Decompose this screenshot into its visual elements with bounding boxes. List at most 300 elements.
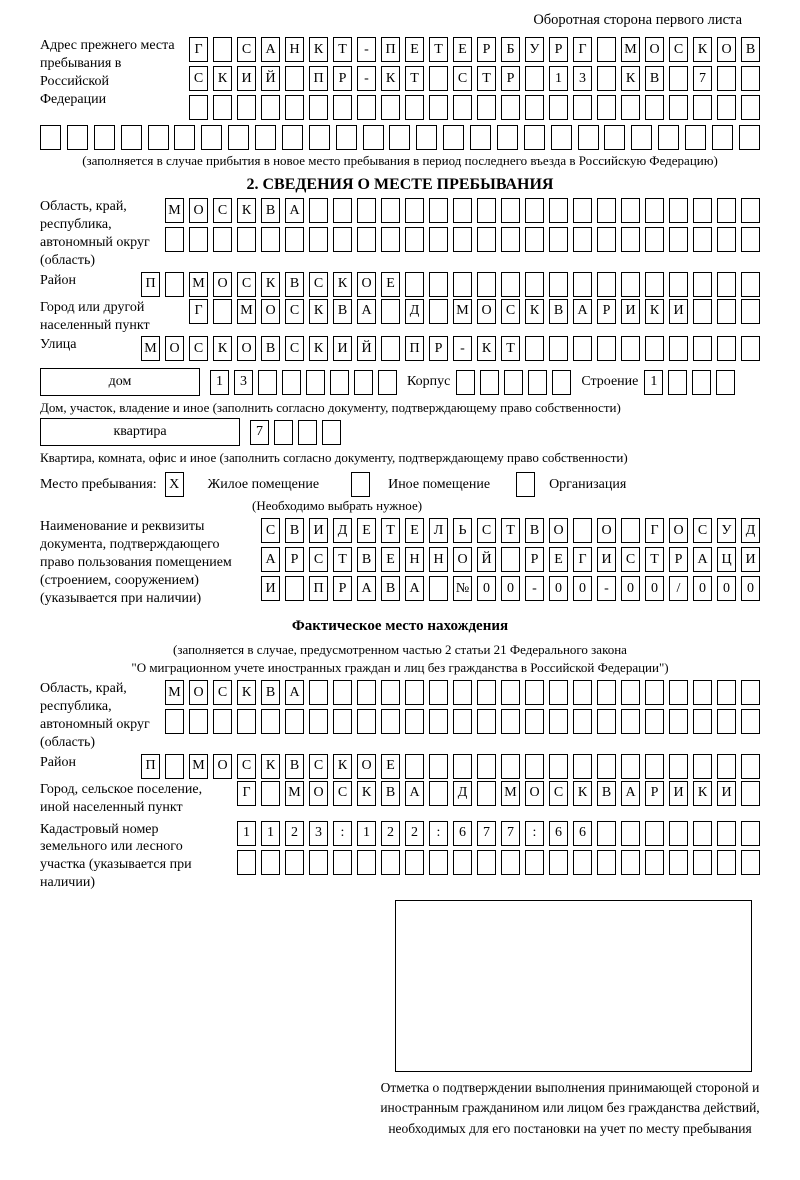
char-box xyxy=(645,754,664,779)
char-box xyxy=(228,125,249,150)
char-box xyxy=(693,95,712,120)
char-box: О xyxy=(213,272,232,297)
char-box xyxy=(645,227,664,252)
char-box: В xyxy=(645,66,664,91)
char-box xyxy=(716,370,735,395)
char-box xyxy=(549,95,568,120)
char-box xyxy=(429,95,448,120)
char-box xyxy=(189,95,208,120)
dom-caption: Дом, участок, владение и иное (заполнить согласно документу, подтверждающему право собственности) xyxy=(40,400,621,416)
char-box: О xyxy=(453,547,472,572)
char-box xyxy=(405,272,424,297)
char-box xyxy=(333,227,352,252)
char-box xyxy=(621,821,640,846)
char-box: О xyxy=(645,37,664,62)
char-box: О xyxy=(189,198,208,223)
char-box xyxy=(693,272,712,297)
char-box xyxy=(237,850,256,875)
char-box xyxy=(573,198,592,223)
char-box xyxy=(573,336,592,361)
raion-field xyxy=(40,272,760,297)
char-box xyxy=(453,680,472,705)
char-box: О xyxy=(357,754,376,779)
char-box: Й xyxy=(357,336,376,361)
char-box xyxy=(645,680,664,705)
char-box xyxy=(621,336,640,361)
char-box xyxy=(501,272,520,297)
char-box xyxy=(354,370,373,395)
char-box: Р xyxy=(285,547,304,572)
char-box xyxy=(578,125,599,150)
char-box: И xyxy=(597,547,616,572)
char-box xyxy=(309,95,328,120)
char-box: И xyxy=(333,336,352,361)
raion-label: Район xyxy=(40,272,76,288)
char-box xyxy=(525,198,544,223)
char-box: Р xyxy=(525,547,544,572)
char-box: С xyxy=(693,518,712,543)
char-box: К xyxy=(333,754,352,779)
char-box: С xyxy=(189,336,208,361)
oblast-line1 xyxy=(165,198,760,223)
char-box xyxy=(717,95,736,120)
char-box: Р xyxy=(597,299,616,324)
char-box xyxy=(573,95,592,120)
char-box xyxy=(597,821,616,846)
mesto-label: Место пребывания: xyxy=(40,476,157,492)
char-box xyxy=(741,336,760,361)
char-box xyxy=(363,125,384,150)
char-box xyxy=(739,125,760,150)
char-box: 6 xyxy=(573,821,592,846)
char-box: - xyxy=(525,576,544,601)
char-box: 0 xyxy=(477,576,496,601)
char-box xyxy=(525,95,544,120)
char-box xyxy=(693,227,712,252)
factual-gorod-field xyxy=(40,781,760,817)
ulitsa-field xyxy=(40,336,760,361)
char-box xyxy=(309,850,328,875)
char-box xyxy=(669,198,688,223)
char-box: О xyxy=(717,37,736,62)
char-box xyxy=(741,299,760,324)
char-box xyxy=(645,95,664,120)
char-box: В xyxy=(285,518,304,543)
char-box: Е xyxy=(453,37,472,62)
char-box: 1 xyxy=(237,821,256,846)
char-box xyxy=(255,125,276,150)
char-box: В xyxy=(261,680,280,705)
char-box: К xyxy=(525,299,544,324)
oblast-label: Область, край, республика, автономный округ (область) xyxy=(40,199,150,268)
char-box xyxy=(549,227,568,252)
char-box xyxy=(381,299,400,324)
char-box: Д xyxy=(741,518,760,543)
char-box: И xyxy=(261,576,280,601)
char-box xyxy=(285,95,304,120)
char-box xyxy=(357,227,376,252)
char-box xyxy=(741,709,760,734)
char-box xyxy=(285,576,304,601)
char-box: К xyxy=(309,37,328,62)
char-box xyxy=(621,680,640,705)
char-box xyxy=(443,125,464,150)
char-box xyxy=(213,37,232,62)
char-box xyxy=(573,680,592,705)
factual-raion-label: Район xyxy=(40,754,76,770)
char-box xyxy=(669,821,688,846)
char-box: Т xyxy=(501,518,520,543)
char-box: № xyxy=(453,576,472,601)
char-box: К xyxy=(621,66,640,91)
char-box xyxy=(552,370,571,395)
char-box xyxy=(573,272,592,297)
char-box xyxy=(645,850,664,875)
char-box xyxy=(94,125,115,150)
char-box: В xyxy=(285,754,304,779)
char-box xyxy=(148,125,169,150)
char-box xyxy=(165,272,184,297)
char-box: С xyxy=(213,198,232,223)
char-box xyxy=(357,709,376,734)
char-box xyxy=(285,850,304,875)
document-label: Наименование и реквизиты документа, подтверждающего право пользования помещением (строением, сооружением) (указывается при наличии) xyxy=(40,519,232,607)
raion-boxes xyxy=(141,272,760,297)
char-box: В xyxy=(333,299,352,324)
char-box xyxy=(477,850,496,875)
char-box: С xyxy=(621,547,640,572)
char-box xyxy=(381,680,400,705)
char-box: И xyxy=(669,781,688,806)
document-line1 xyxy=(261,518,760,543)
char-box: Р xyxy=(669,547,688,572)
char-box xyxy=(621,227,640,252)
char-box xyxy=(669,850,688,875)
char-box: А xyxy=(693,547,712,572)
char-box xyxy=(330,370,349,395)
option-inoe-label: Иное помещение xyxy=(388,476,491,492)
char-box xyxy=(405,198,424,223)
char-box xyxy=(693,821,712,846)
prev-address-line3 xyxy=(189,95,760,120)
char-box: П xyxy=(309,66,328,91)
prev-address-boxes xyxy=(189,37,760,120)
char-box xyxy=(669,66,688,91)
char-box: К xyxy=(309,299,328,324)
char-box xyxy=(285,66,304,91)
kadastr-line2 xyxy=(237,850,760,875)
char-box xyxy=(504,370,523,395)
char-box: С xyxy=(213,680,232,705)
dom-number-boxes xyxy=(210,370,397,395)
char-box: О xyxy=(237,336,256,361)
char-box xyxy=(597,709,616,734)
char-box xyxy=(429,66,448,91)
char-box: Р xyxy=(429,336,448,361)
char-box xyxy=(306,370,325,395)
char-box: К xyxy=(573,781,592,806)
char-box: О xyxy=(549,518,568,543)
char-box xyxy=(717,754,736,779)
char-box xyxy=(597,37,616,62)
char-box xyxy=(525,754,544,779)
char-box xyxy=(693,754,712,779)
char-box xyxy=(693,198,712,223)
char-box xyxy=(274,420,293,445)
char-box: Е xyxy=(405,518,424,543)
char-box: С xyxy=(237,37,256,62)
factual-gorod-label: Город, сельское поселение, иной населенный пункт xyxy=(40,781,203,815)
char-box: Е xyxy=(549,547,568,572)
factual-raion-boxes xyxy=(141,754,760,779)
char-box: Д xyxy=(405,299,424,324)
prev-address-line4 xyxy=(40,125,760,150)
kvartira-row xyxy=(40,418,760,446)
char-box xyxy=(501,709,520,734)
char-box: С xyxy=(261,518,280,543)
prev-address-line1 xyxy=(189,37,760,62)
char-box xyxy=(453,272,472,297)
char-box xyxy=(213,227,232,252)
char-box: К xyxy=(213,66,232,91)
char-box xyxy=(693,299,712,324)
char-box xyxy=(453,227,472,252)
char-box: С xyxy=(669,37,688,62)
factual-oblast-line1 xyxy=(165,680,760,705)
char-box xyxy=(357,680,376,705)
char-box: У xyxy=(525,37,544,62)
char-box xyxy=(258,370,277,395)
factual-gorod-boxes xyxy=(237,781,760,806)
char-box xyxy=(717,227,736,252)
char-box: В xyxy=(549,299,568,324)
char-box xyxy=(381,336,400,361)
char-box: В xyxy=(741,37,760,62)
char-box xyxy=(453,754,472,779)
char-box: К xyxy=(237,198,256,223)
char-box xyxy=(429,709,448,734)
char-box: О xyxy=(669,518,688,543)
char-box xyxy=(405,709,424,734)
kadastr-line1 xyxy=(237,821,760,846)
oblast-line2 xyxy=(165,227,760,252)
char-box xyxy=(621,709,640,734)
char-box xyxy=(213,709,232,734)
char-box: Н xyxy=(405,547,424,572)
char-box xyxy=(477,680,496,705)
char-box: 0 xyxy=(717,576,736,601)
char-box: Р xyxy=(501,66,520,91)
char-box: Б xyxy=(501,37,520,62)
char-box xyxy=(549,272,568,297)
char-box xyxy=(333,850,352,875)
checkbox-zhiloe xyxy=(165,472,184,497)
char-box xyxy=(477,95,496,120)
char-box xyxy=(658,125,679,150)
char-box: 2 xyxy=(285,821,304,846)
kadastr-field xyxy=(40,821,760,893)
char-box xyxy=(717,680,736,705)
char-box: О xyxy=(189,680,208,705)
char-box xyxy=(741,272,760,297)
char-box: С xyxy=(237,754,256,779)
char-box xyxy=(501,754,520,779)
char-box xyxy=(416,125,437,150)
char-box: О xyxy=(165,336,184,361)
char-box: 0 xyxy=(549,576,568,601)
char-box: А xyxy=(405,781,424,806)
char-box: С xyxy=(549,781,568,806)
char-box xyxy=(261,850,280,875)
char-box: Н xyxy=(285,37,304,62)
char-box: В xyxy=(261,336,280,361)
char-box: Е xyxy=(405,37,424,62)
char-box xyxy=(261,95,280,120)
char-box: Т xyxy=(405,66,424,91)
char-box xyxy=(549,754,568,779)
section2-title: 2. СВЕДЕНИЯ О МЕСТЕ ПРЕБЫВАНИЯ xyxy=(246,176,554,193)
char-box xyxy=(309,680,328,705)
char-box: В xyxy=(357,547,376,572)
char-box xyxy=(309,125,330,150)
char-box xyxy=(477,754,496,779)
char-box xyxy=(597,198,616,223)
char-box xyxy=(741,227,760,252)
char-box xyxy=(309,198,328,223)
char-box xyxy=(237,95,256,120)
char-box xyxy=(405,95,424,120)
char-box: И xyxy=(309,518,328,543)
char-box xyxy=(645,336,664,361)
char-box: Г xyxy=(573,37,592,62)
char-box xyxy=(597,272,616,297)
char-box xyxy=(174,125,195,150)
char-box xyxy=(378,370,397,395)
char-box: К xyxy=(645,299,664,324)
char-box xyxy=(381,850,400,875)
char-box: Й xyxy=(477,547,496,572)
char-box xyxy=(741,781,760,806)
char-box xyxy=(333,709,352,734)
prev-address-note: (заполняется в случае прибытия в новое место пребывания в период последнего въезда в Российскую Федерацию) xyxy=(82,153,718,168)
char-box: О xyxy=(357,272,376,297)
char-box xyxy=(333,95,352,120)
char-box: С xyxy=(309,272,328,297)
char-box xyxy=(741,95,760,120)
kvartira-caption: Квартира, комната, офис и иное (заполнить согласно документу, подтверждающему право собственности) xyxy=(40,450,628,466)
char-box: И xyxy=(237,66,256,91)
char-box: 3 xyxy=(309,821,328,846)
char-box: М xyxy=(165,198,184,223)
char-box xyxy=(573,518,592,543)
char-box: 7 xyxy=(250,420,269,445)
factual-oblast-line2 xyxy=(165,709,760,734)
char-box: К xyxy=(237,680,256,705)
char-box xyxy=(261,227,280,252)
char-box xyxy=(282,370,301,395)
char-box: А xyxy=(285,198,304,223)
char-box: 1 xyxy=(261,821,280,846)
dom-field-box: дом xyxy=(40,368,200,396)
char-box: К xyxy=(261,754,280,779)
char-box xyxy=(213,299,232,324)
char-box: С xyxy=(237,272,256,297)
char-box xyxy=(525,850,544,875)
char-box xyxy=(381,198,400,223)
char-box xyxy=(645,821,664,846)
char-box: С xyxy=(453,66,472,91)
char-box: Т xyxy=(333,37,352,62)
char-box: С xyxy=(333,781,352,806)
factual-title: Фактическое место нахождения xyxy=(291,617,509,634)
char-box xyxy=(456,370,475,395)
char-box: В xyxy=(381,781,400,806)
char-box xyxy=(429,781,448,806)
char-box xyxy=(309,227,328,252)
char-box: Д xyxy=(453,781,472,806)
kadastr-label: Кадастровый номер земельного или лесного участка (указывается при наличии) xyxy=(40,821,192,891)
char-box: 6 xyxy=(549,821,568,846)
char-box: Т xyxy=(645,547,664,572)
factual-note-line1: (заполняется в случае, предусмотренном частью 2 статьи 21 Федерального закона xyxy=(173,641,627,657)
char-box xyxy=(669,272,688,297)
char-box xyxy=(165,227,184,252)
char-box: Е xyxy=(381,754,400,779)
char-box xyxy=(453,850,472,875)
option-zhiloe-label: Жилое помещение xyxy=(207,476,320,492)
char-box: 2 xyxy=(381,821,400,846)
char-box: : xyxy=(429,821,448,846)
char-box: 7 xyxy=(501,821,520,846)
char-box: Й xyxy=(261,66,280,91)
char-box xyxy=(40,125,61,150)
char-box xyxy=(525,709,544,734)
char-box: / xyxy=(669,576,688,601)
char-box: Е xyxy=(381,272,400,297)
char-box: О xyxy=(309,781,328,806)
char-box xyxy=(477,227,496,252)
char-box xyxy=(693,850,712,875)
document-line2 xyxy=(261,547,760,572)
char-box xyxy=(477,781,496,806)
char-box xyxy=(597,680,616,705)
factual-oblast-boxes xyxy=(165,680,760,734)
char-box: К xyxy=(477,336,496,361)
korpus-boxes xyxy=(456,370,571,395)
char-box xyxy=(470,125,491,150)
char-box xyxy=(524,125,545,150)
char-box xyxy=(121,125,142,150)
char-box: И xyxy=(717,781,736,806)
prev-address-line2 xyxy=(189,66,760,91)
char-box xyxy=(261,781,280,806)
char-box: М xyxy=(501,781,520,806)
char-box xyxy=(621,518,640,543)
char-box xyxy=(285,227,304,252)
char-box: М xyxy=(237,299,256,324)
prev-address-field xyxy=(40,37,760,120)
char-box: Т xyxy=(501,336,520,361)
char-box: Т xyxy=(381,518,400,543)
char-box: Ц xyxy=(717,547,736,572)
char-box: С xyxy=(477,518,496,543)
char-box xyxy=(525,227,544,252)
char-box: 0 xyxy=(645,576,664,601)
char-box xyxy=(604,125,625,150)
char-box xyxy=(597,227,616,252)
char-box xyxy=(693,680,712,705)
char-box: О xyxy=(213,754,232,779)
